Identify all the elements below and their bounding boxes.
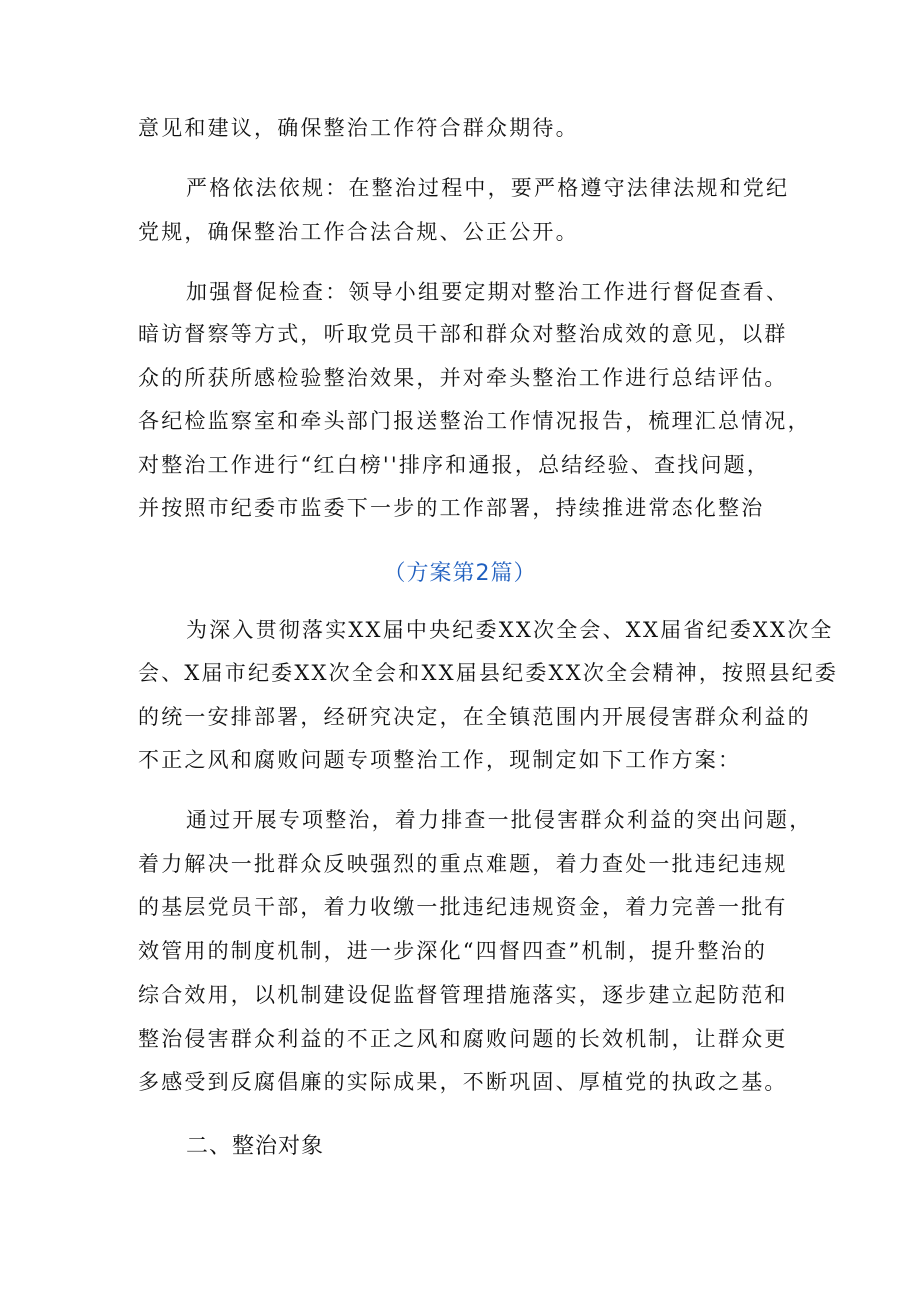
paragraph-line: 严格依法依规：在整治过程中，要严格遵守法律法规和党纪 (186, 176, 790, 200)
paragraph-line: 暗访督察等方式，听取党员干部和群众对整治成效的意见，以群 (138, 322, 788, 346)
paragraph-line: 通过开展专项整治，着力排查一批侵害群众利益的突出问题， (186, 808, 813, 832)
paragraph-line: 的统一安排部署，经研究决定，在全镇范围内开展侵害群众利益的 (138, 705, 811, 729)
paragraph-line: 的基层党员干部，着力收缴一批违纪违规资金，着力完善一批有 (138, 895, 788, 919)
section-title: （方案第2篇） (383, 561, 537, 586)
paragraph-line: 意见和建议，确保整治工作符合群众期待。 (138, 116, 579, 140)
paragraph-line: 综合效用，以机制建设促监督管理措施落实，逐步建立起防范和 (138, 983, 788, 1007)
paragraph-line: 效管用的制度机制，进一步深化“四督四查”机制，提升整治的 (138, 939, 768, 963)
paragraph-line: 会、X届市纪委XX次全会和XX届县纪委XX次全会精神，按照县纪委 (138, 661, 839, 685)
paragraph-line: 为深入贯彻落实XX届中央纪委XX次全会、XX届省纪委XX次全 (186, 618, 834, 642)
paragraph-line: 并按照市纪委市监委下一步的工作部署，持续推进常态化整治 (138, 496, 765, 520)
paragraph-line: 着力解决一批群众反映强烈的重点难题，着力查处一批违纪违规 (138, 852, 788, 876)
paragraph-line: 加强督促检查：领导小组要定期对整治工作进行督促查看、 (186, 280, 790, 304)
paragraph-line: 多感受到反腐倡廉的实际成果，不断巩固、厚植党的执政之基。 (138, 1070, 788, 1094)
paragraph-line: 各纪检监察室和牵头部门报送整治工作情况报告，梳理汇总情况， (138, 409, 811, 433)
paragraph-line: 对整治工作进行“红白榜''排序和通报，总结经验、查找问题， (138, 453, 771, 477)
paragraph-line: 众的所获所感检验整治效果，并对牵头整治工作进行总结评估。 (138, 366, 788, 390)
paragraph-line: 党规，确保整治工作合法合规、公正公开。 (138, 220, 579, 244)
section-heading: 二、整治对象 (186, 1134, 325, 1159)
paragraph-line: 不正之风和腐败问题专项整治工作，现制定如下工作方案： (138, 748, 742, 772)
paragraph-line: 整治侵害群众利益的不正之风和腐败问题的长效机制，让群众更 (138, 1027, 788, 1051)
